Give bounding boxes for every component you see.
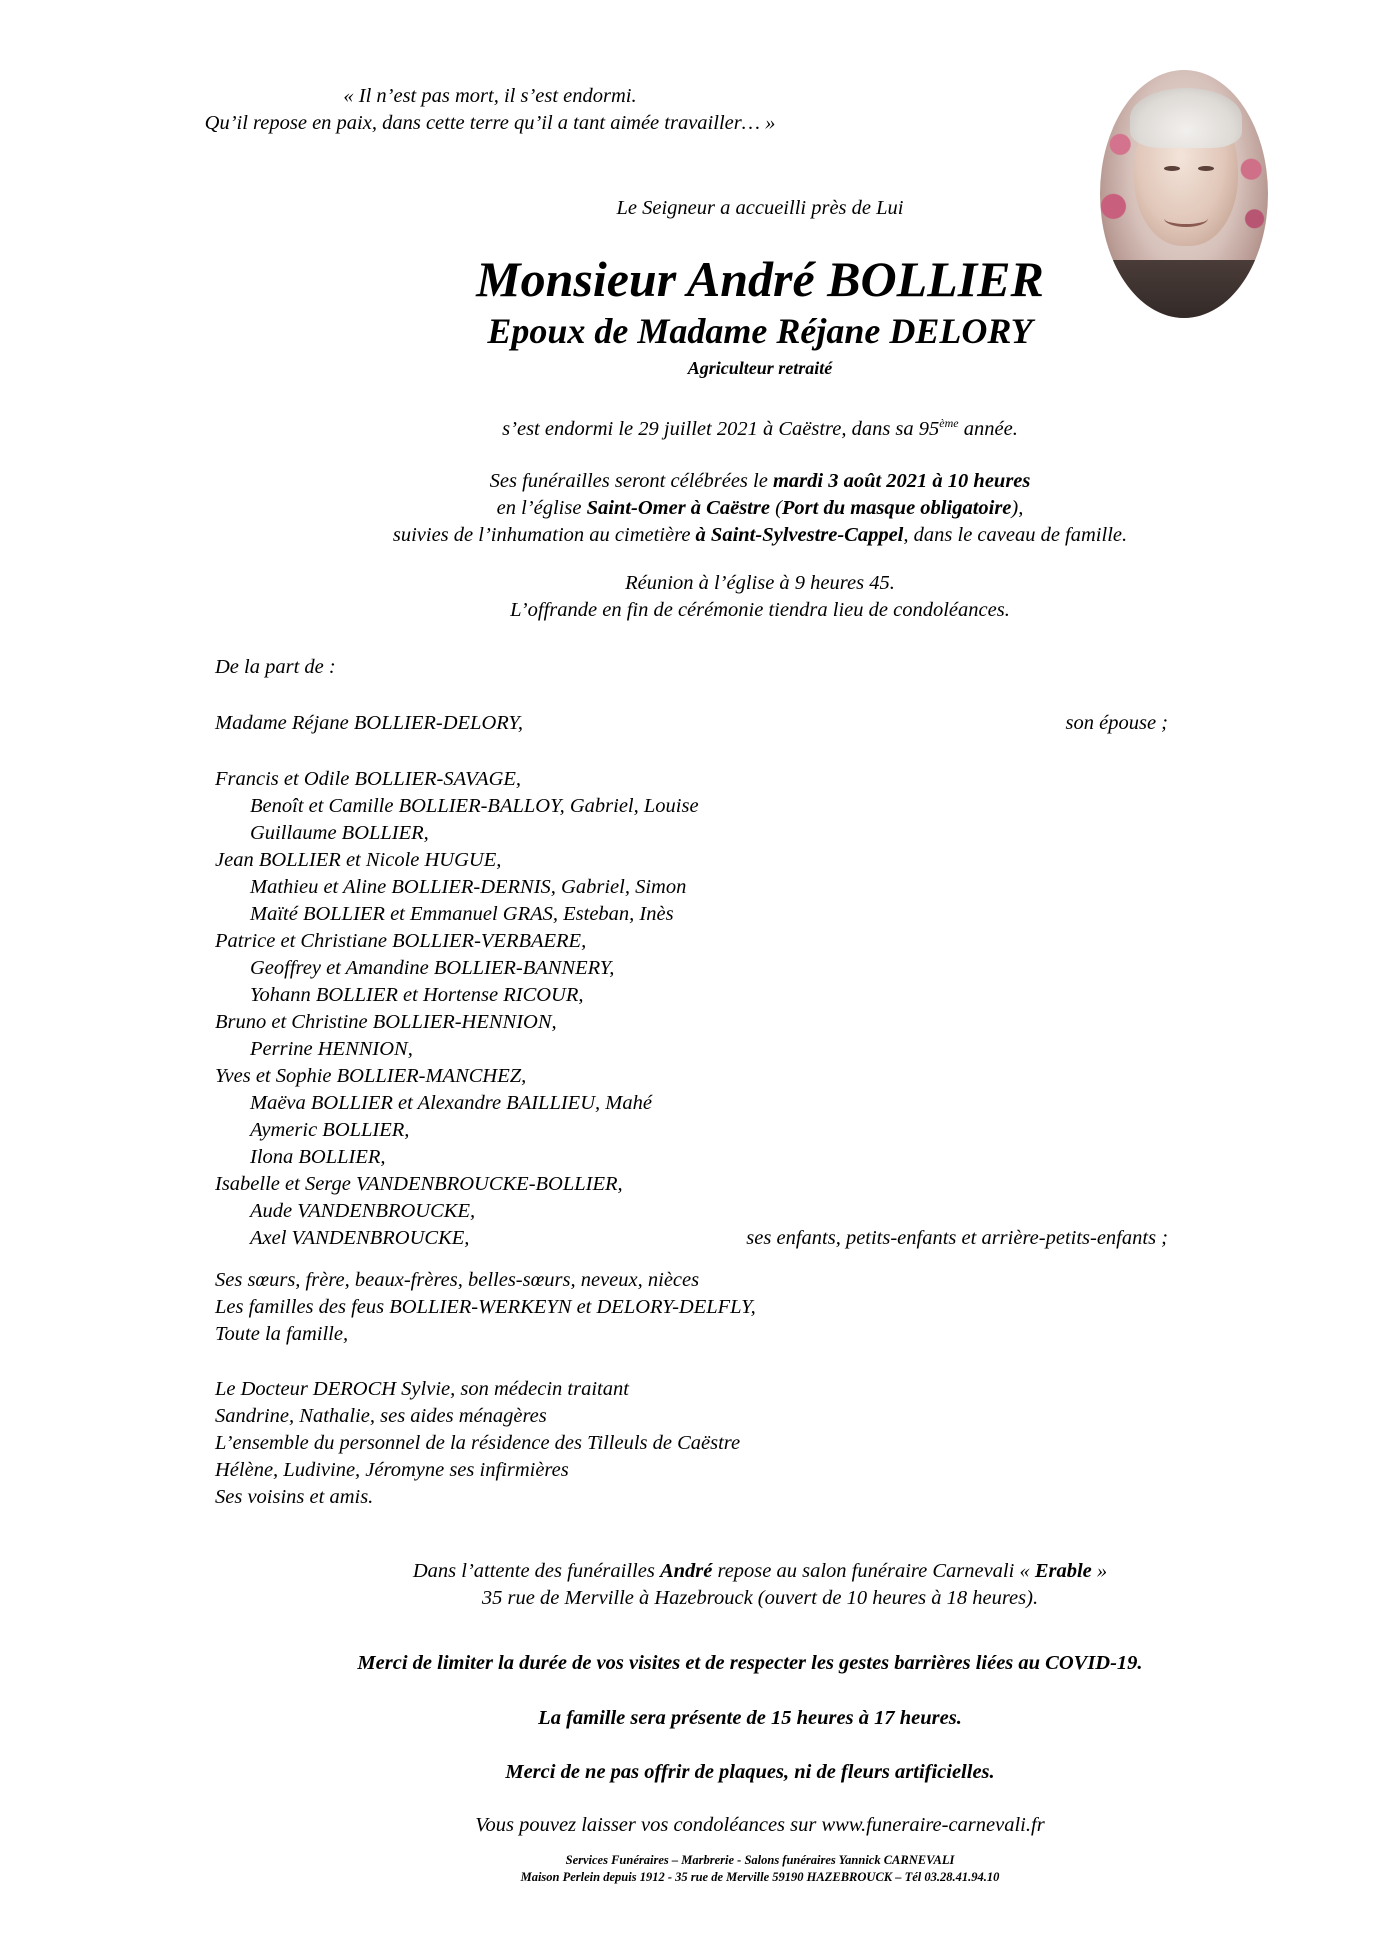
ceremony-text: ( <box>769 497 782 519</box>
caregiver-line: Le Docteur DEROCH Sylvie, son médecin traitant <box>215 1378 629 1400</box>
ceremony-text: Ses funérailles seront célébrées le <box>489 470 773 492</box>
deceased-spouse: Epoux de Madame Réjane DELORY <box>487 311 1033 351</box>
epigraph-line-2: Qu’il repose en paix, dans cette terre qu’il a tant aimée travailler… » <box>204 112 776 134</box>
ceremony-text: suivies de l’inhumation au cimetière <box>392 524 696 546</box>
portrait-eye-right <box>1198 166 1214 171</box>
caregiver-line: L’ensemble du personnel de la résidence des Tilleuls de Caëstre <box>215 1432 741 1454</box>
family-member-line: Guillaume BOLLIER, <box>250 822 429 844</box>
wake-text: Dans l’attente des funérailles <box>412 1560 660 1582</box>
family-member-line: Yohann BOLLIER et Hortense RICOUR, <box>250 984 584 1006</box>
funeral-home-footer <box>300 1852 1220 1886</box>
family-presence-notice: La famille sera présente de 15 heures à 17 heures. <box>538 1707 962 1729</box>
caregiver-line: Ses voisins et amis. <box>215 1486 374 1508</box>
family-member-line: Benoît et Camille BOLLIER-BALLOY, Gabriel, Louise <box>250 795 699 817</box>
portrait-smile <box>1164 210 1208 227</box>
family-member-line: Maëva BOLLIER et Alexandre BAILLIEU, Mahé <box>250 1092 652 1114</box>
portrait-eye-left <box>1164 166 1180 171</box>
family-member-line: Ilona BOLLIER, <box>250 1146 386 1168</box>
epigraph <box>160 83 820 137</box>
death-text: s’est endormi le 29 juillet 2021 à Caëstre, dans sa 95 <box>502 418 940 440</box>
extended-family-line: Ses sœurs, frère, beaux-frères, belles-sœurs, neveux, nièces <box>215 1269 700 1291</box>
covid-notice: Merci de limiter la durée de vos visites et de respecter les gestes barrières liées au COVID-19. <box>357 1652 1143 1674</box>
wake-room-name: Erable <box>1034 1560 1092 1582</box>
caregivers-list <box>215 1376 740 1511</box>
extended-family-line: Les familles des feus BOLLIER-WERKEYN et DELORY-DELFLY, <box>215 1296 756 1318</box>
deceased-occupation: Agriculteur retraité <box>687 358 833 378</box>
family-member-line: Axel VANDENBROUCKE, <box>250 1227 470 1249</box>
family-member-line: Aude VANDENBROUCKE, <box>250 1200 476 1222</box>
portrait-photo <box>1100 70 1268 318</box>
family-member-line: Maïté BOLLIER et Emmanuel GRAS, Esteban, Inès <box>250 903 674 925</box>
extended-family-line: Toute la famille, <box>215 1323 349 1345</box>
wake-info <box>300 1558 1220 1612</box>
footer-line-1: Services Funéraires – Marbrerie - Salons funéraires Yannick CARNEVALI <box>565 1853 955 1867</box>
spouse-entry-relation: son épouse ; <box>1065 712 1168 734</box>
intro-text: Le Seigneur a accueilli près de Lui <box>616 197 904 219</box>
wake-text: » <box>1091 1560 1108 1582</box>
wake-line-2: 35 rue de Merville à Hazebrouck (ouvert de 10 heures à 18 heures). <box>481 1587 1039 1609</box>
caregiver-line: Hélène, Ludivine, Jéromyne ses infirmières <box>215 1459 569 1481</box>
deceased-name: Monsieur André BOLLIER <box>476 251 1044 307</box>
death-announcement <box>300 416 1220 443</box>
ceremony-text: , dans le caveau de famille. <box>903 524 1128 546</box>
family-member-line: Perrine HENNION, <box>250 1038 413 1060</box>
epigraph-line-1: « Il n’est pas mort, il s’est endormi. <box>343 85 637 107</box>
meeting-line-2: L’offrande en fin de cérémonie tiendra lieu de condoléances. <box>510 599 1010 621</box>
burial-place: à Saint-Sylvestre-Cappel <box>695 524 904 546</box>
meeting-line-1: Réunion à l’église à 9 heures 45. <box>625 572 895 594</box>
family-member-line: Francis et Odile BOLLIER-SAVAGE, <box>215 768 522 790</box>
ceremony-line-2 <box>300 495 1220 522</box>
ceremony-details <box>300 468 1220 549</box>
footer-line-2: Maison Perlein depuis 1912 - 35 rue de Merville 59190 HAZEBROUCK – Tél 03.28.41.94.10 <box>520 1870 1000 1884</box>
family-member-line: Yves et Sophie BOLLIER-MANCHEZ, <box>215 1065 527 1087</box>
family-relation: ses enfants, petits-enfants et arrière-petits-enfants ; <box>746 1227 1168 1249</box>
death-text-end: année. <box>958 418 1018 440</box>
wake-first-name: André <box>659 1560 713 1582</box>
portrait-coat <box>1100 260 1268 318</box>
ceremony-text: ), <box>1011 497 1024 519</box>
ceremony-text: en l’église <box>496 497 587 519</box>
portrait-hair <box>1130 88 1242 148</box>
family-member-line: Bruno et Christine BOLLIER-HENNION, <box>215 1011 557 1033</box>
no-flowers-notice: Merci de ne pas offrir de plaques, ni de fleurs artificielles. <box>505 1761 995 1783</box>
ceremony-line-3 <box>300 522 1220 549</box>
family-list <box>215 766 699 1252</box>
death-ordinal: ème <box>939 416 959 431</box>
ceremony-church: Saint-Omer à Caëstre <box>586 497 770 519</box>
condolences-text: Vous pouvez laisser vos condoléances sur www.funeraire-carnevali.fr <box>475 1814 1045 1836</box>
family-member-line: Isabelle et Serge VANDENBROUCKE-BOLLIER, <box>215 1173 623 1195</box>
family-member-line: Aymeric BOLLIER, <box>250 1119 410 1141</box>
family-member-line: Patrice et Christiane BOLLIER-VERBAERE, <box>215 930 587 952</box>
wake-text: repose au salon funéraire Carnevali « <box>712 1560 1035 1582</box>
family-member-line: Geoffrey et Amandine BOLLIER-BANNERY, <box>250 957 615 979</box>
mask-notice: Port du masque obligatoire <box>781 497 1012 519</box>
from-label: De la part de : <box>215 656 336 678</box>
ceremony-line-1 <box>300 468 1220 495</box>
family-member-line: Mathieu et Aline BOLLIER-DERNIS, Gabriel, Simon <box>250 876 687 898</box>
spouse-entry-name: Madame Réjane BOLLIER-DELORY, <box>215 712 524 734</box>
family-member-line: Jean BOLLIER et Nicole HUGUE, <box>215 849 502 871</box>
wake-line-1 <box>300 1558 1220 1585</box>
ceremony-date: mardi 3 août 2021 à 10 heures <box>772 470 1031 492</box>
extended-family <box>215 1267 756 1348</box>
meeting-info <box>300 570 1220 624</box>
caregiver-line: Sandrine, Nathalie, ses aides ménagères <box>215 1405 547 1427</box>
